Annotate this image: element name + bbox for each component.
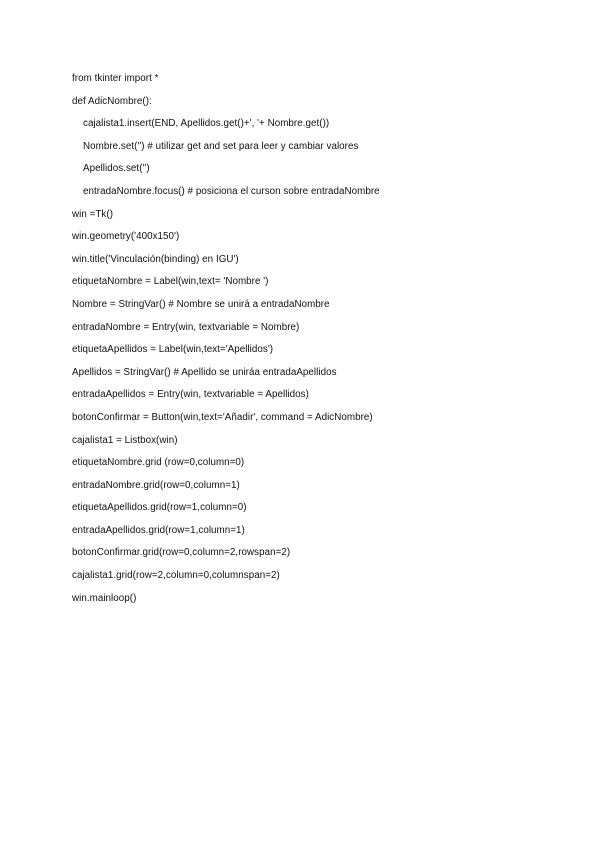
code-line: botonConfirmar.grid(row=0,column=2,rowspan=2) [72,547,291,559]
code-line: etiquetaNombre.grid (row=0,column=0) [72,457,245,469]
code-line: entradaNombre.focus() # posiciona el curson sobre entradaNombre [83,185,380,197]
code-line: from tkinter import * [72,73,159,84]
code-line: win.geometry('400x150') [72,231,180,243]
code-line: cajalista1 = Listbox(win) [72,434,178,446]
code-line: Apellidos = StringVar() # Apellido se uniráa entradaApellidos [72,366,337,378]
code-line: etiquetaApellidos.grid(row=1,column=0) [72,502,247,514]
code-line: entradaNombre = Entry(win, textvariable = Nombre) [72,321,300,333]
code-line: cajalista1.grid(row=2,column=0,columnspan=2) [72,570,280,582]
code-listing [72,72,572,614]
code-line: def AdicNombre(): [72,95,152,107]
code-line: etiquetaApellidos = Label(win,text='Apellidos') [72,344,274,356]
code-line: Nombre = StringVar() # Nombre se unirá a entradaNombre [72,298,330,310]
code-line: entradaApellidos.grid(row=1,column=1) [72,524,245,536]
code-line: win.mainloop() [72,592,137,604]
code-line: win.title('Vinculación(binding) en IGU') [72,253,239,265]
code-line: Nombre.set('') # utilizar get and set para leer y cambiar valores [83,140,359,152]
code-line: entradaNombre.grid(row=0,column=1) [72,479,240,491]
code-line: botonConfirmar = Button(win,text='Añadir', command = AdicNombre) [72,411,373,423]
code-line: Apellidos.set('') [83,163,150,175]
code-line: win =Tk() [72,208,114,220]
code-line: entradaApellidos = Entry(win, textvariable = Apellidos) [72,389,309,401]
code-line: etiquetaNombre = Label(win,text= 'Nombre ') [72,276,269,288]
code-line: cajalista1.insert(END, Apellidos.get()+', '+ Nombre.get()) [83,118,330,130]
